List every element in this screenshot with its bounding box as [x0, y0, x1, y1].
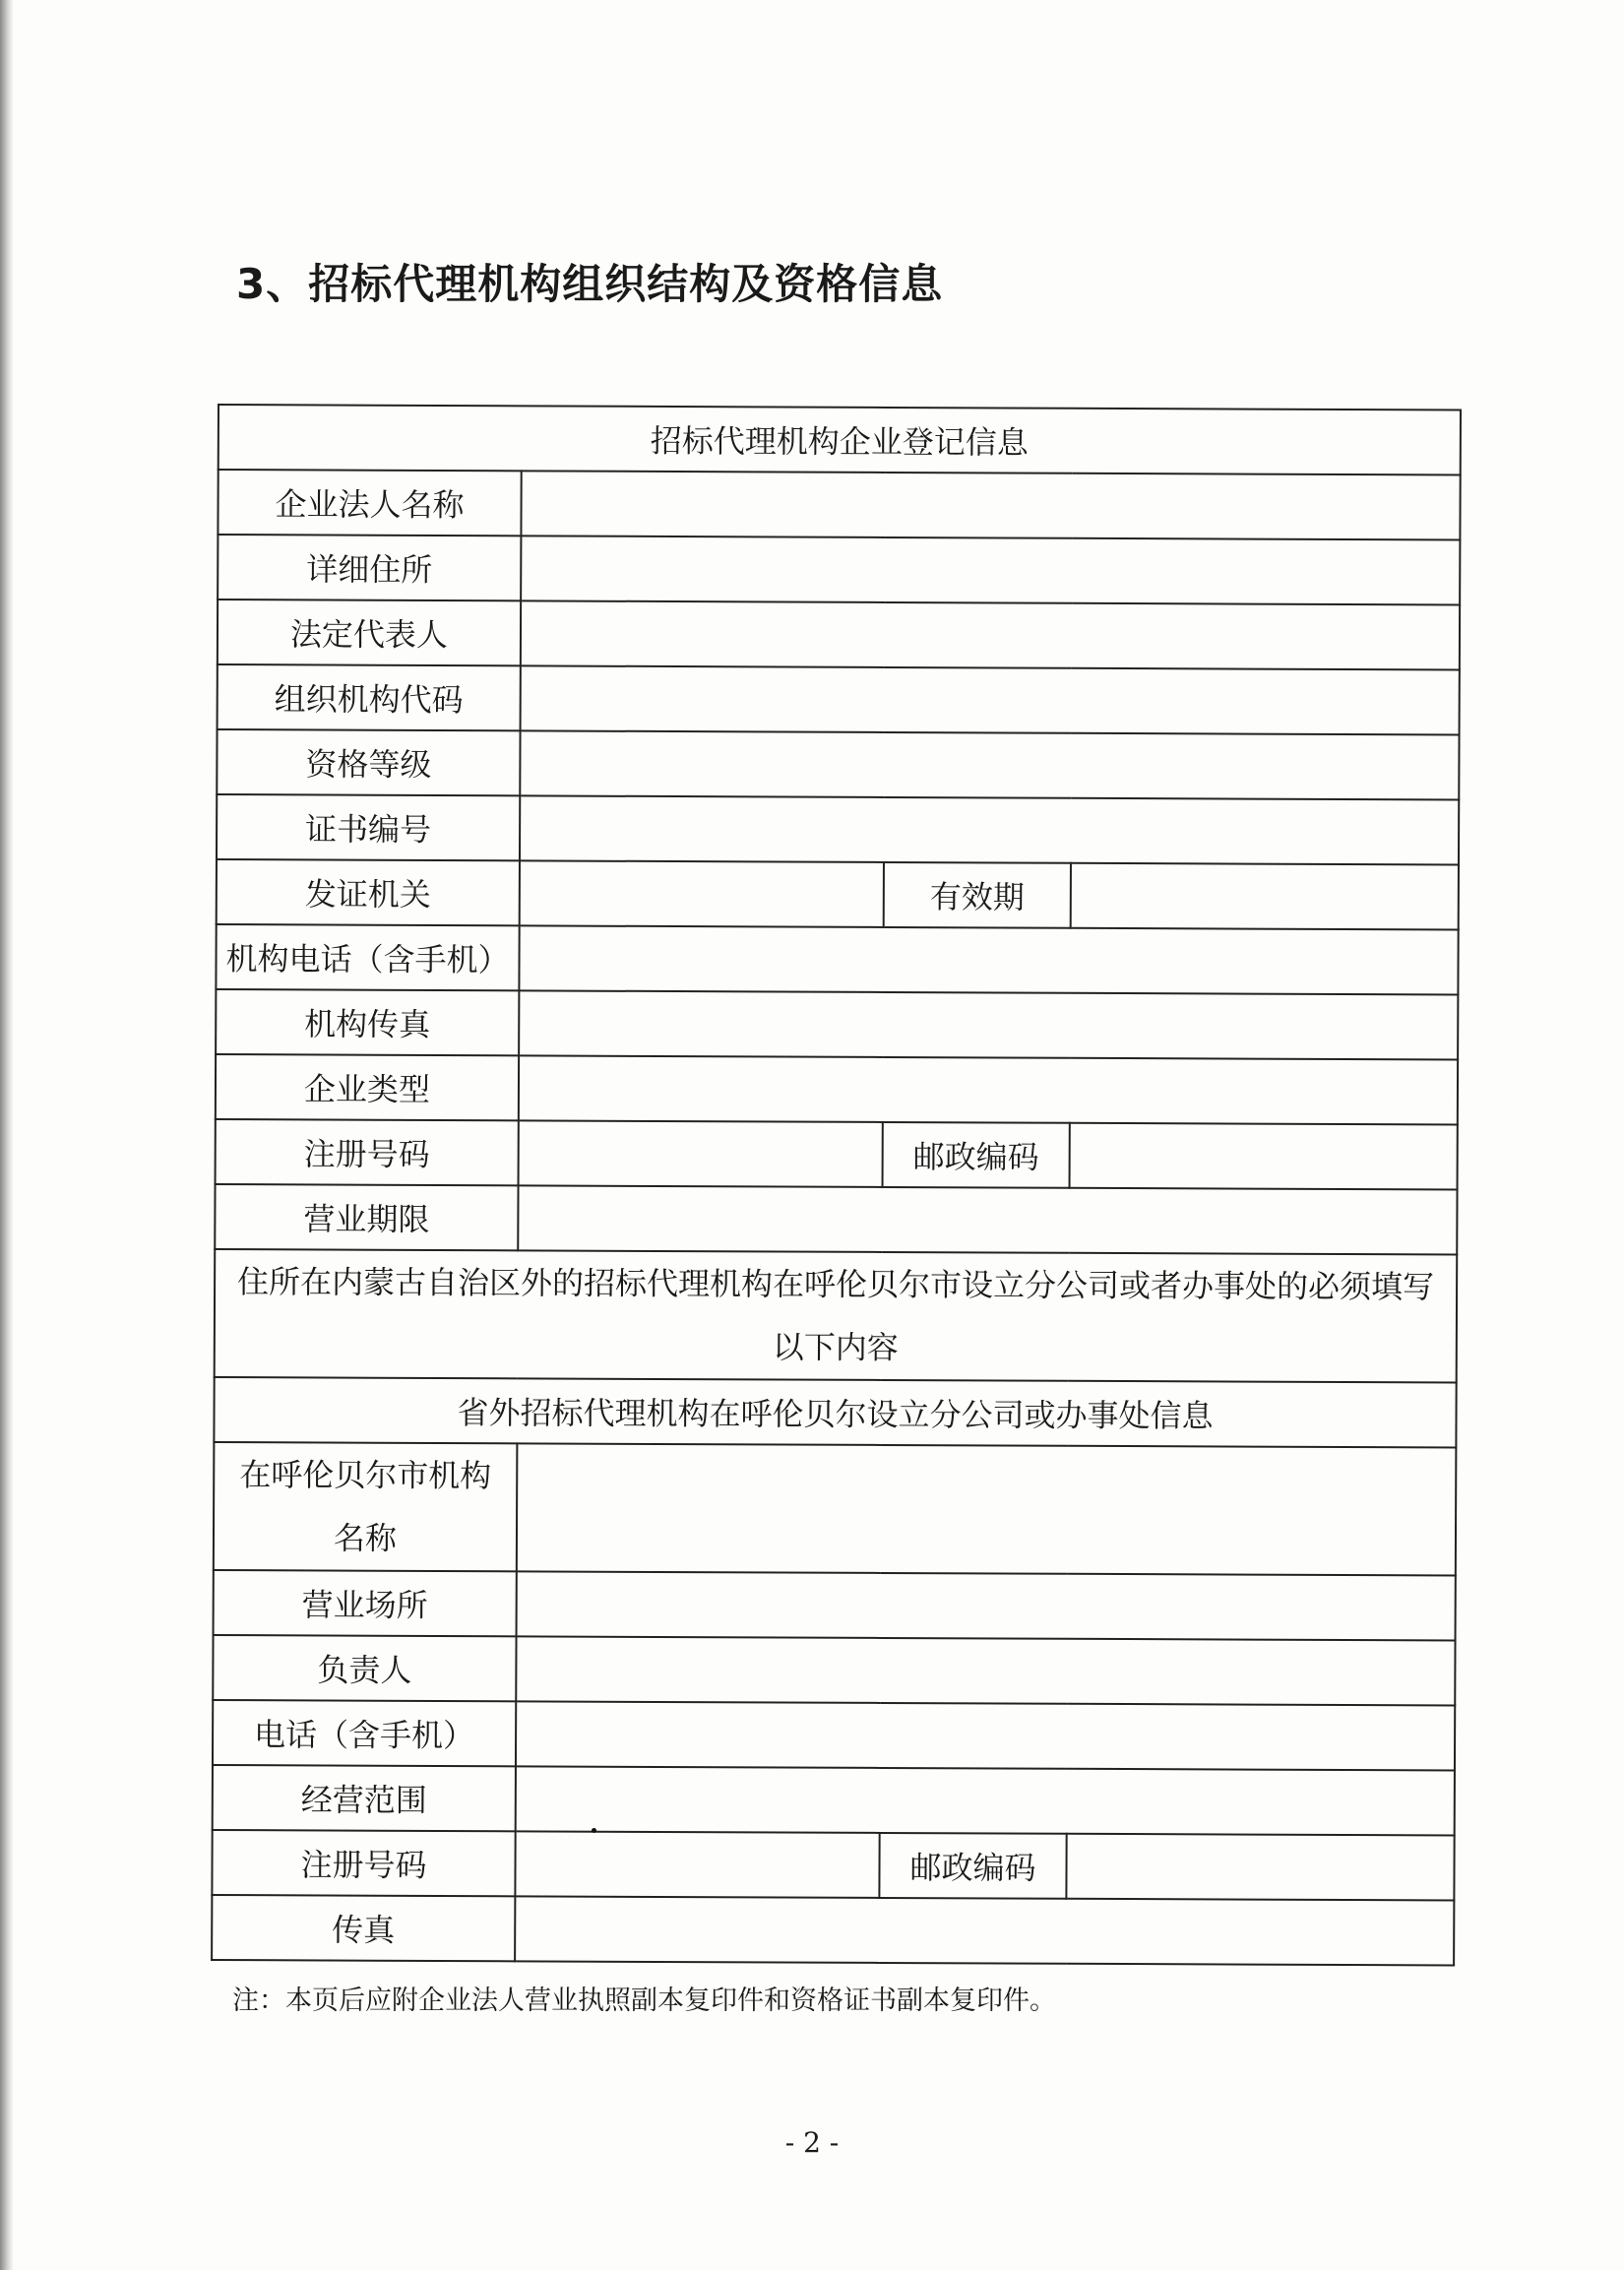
business-scope-field[interactable]: [516, 1766, 1455, 1835]
form-row: [215, 1184, 1457, 1255]
person-in-charge-field[interactable]: [516, 1636, 1455, 1705]
scan-edge-shadow: [0, 0, 14, 2270]
field-label: 机构传真: [216, 989, 519, 1055]
form-row: [213, 1700, 1455, 1771]
form-row: [218, 470, 1460, 540]
field-label: 法定代表人: [218, 599, 521, 665]
qualification-level-field[interactable]: [520, 730, 1459, 799]
out-of-region-notice: 住所在内蒙古自治区外的招标代理机构在呼伦贝尔市设立分公司或者办事处的必须填写以下内容: [215, 1249, 1458, 1383]
registration-form-table: [211, 404, 1462, 1967]
section2-title: 省外招标代理机构在呼伦贝尔设立分公司或办事处信息: [214, 1377, 1456, 1448]
form-row: [212, 1830, 1454, 1901]
branch-phone-field[interactable]: [516, 1701, 1455, 1770]
footnote: 注：本页后应附企业法人营业执照副本复印件和资格证书副本复印件。: [232, 1986, 1056, 2016]
page-heading: 3、招标代理机构组织结构及资格信息: [236, 260, 944, 308]
form-row: [217, 794, 1459, 865]
form-row: [212, 1895, 1454, 1966]
field-label: 机构电话（含手机）: [216, 924, 519, 990]
field-label: 负责人: [213, 1635, 516, 1701]
validity-period-field[interactable]: [1071, 863, 1459, 930]
form-row: [214, 1442, 1457, 1576]
phone-field[interactable]: [519, 925, 1458, 994]
form-row: [218, 664, 1460, 735]
form-row: [216, 924, 1458, 995]
form-row: [217, 729, 1459, 800]
field-label: 企业类型: [216, 1054, 519, 1120]
branch-registration-number-field[interactable]: [515, 1831, 879, 1898]
organization-code-field[interactable]: [521, 665, 1460, 734]
scan-speck: [592, 1828, 596, 1833]
address-field[interactable]: [521, 536, 1460, 604]
field-label: 邮政编码: [879, 1833, 1066, 1899]
legal-representative-field[interactable]: [521, 600, 1460, 669]
company-type-field[interactable]: [519, 1055, 1458, 1124]
field-label: 经营范围: [213, 1765, 516, 1831]
field-label: 营业场所: [214, 1570, 517, 1636]
section-header-row: [214, 1377, 1456, 1448]
form-row: [216, 1054, 1458, 1125]
form-row: [216, 989, 1458, 1060]
form-row: [218, 535, 1460, 605]
field-label: 传真: [212, 1895, 515, 1961]
field-label: 注册号码: [216, 1119, 519, 1185]
page-number: - 2 -: [784, 2126, 840, 2159]
field-label: 发证机关: [217, 859, 520, 925]
field-label: 有效期: [884, 862, 1071, 928]
field-label: 证书编号: [217, 794, 520, 860]
certificate-number-field[interactable]: [520, 795, 1459, 864]
field-label: 注册号码: [212, 1830, 515, 1896]
business-term-field[interactable]: [518, 1185, 1457, 1254]
fax-field[interactable]: [519, 990, 1458, 1059]
notice-row: [215, 1249, 1458, 1383]
form-row: [213, 1765, 1455, 1836]
branch-name-field[interactable]: [517, 1443, 1457, 1575]
issuing-authority-field[interactable]: [520, 860, 884, 927]
section1-title: 招标代理机构企业登记信息: [219, 405, 1461, 475]
form-row: [213, 1635, 1455, 1706]
form-row: [217, 859, 1459, 930]
section-header-row: [219, 405, 1461, 475]
business-premises-field[interactable]: [517, 1571, 1456, 1640]
field-label: 组织机构代码: [218, 664, 521, 730]
field-label: 企业法人名称: [218, 470, 521, 536]
company-legal-name-field[interactable]: [521, 471, 1460, 539]
form-row: [216, 1119, 1458, 1190]
branch-postcode-field[interactable]: [1066, 1834, 1454, 1901]
form-row: [218, 599, 1460, 670]
field-label: 在呼伦贝尔市机构名称: [214, 1442, 518, 1571]
field-label: 邮政编码: [883, 1122, 1070, 1188]
field-label: 营业期限: [215, 1184, 518, 1250]
field-label: 资格等级: [217, 729, 520, 795]
form-row: [214, 1570, 1456, 1641]
field-label: 详细住所: [218, 535, 521, 600]
postcode-field[interactable]: [1070, 1123, 1458, 1190]
registration-number-field[interactable]: [519, 1120, 883, 1187]
field-label: 电话（含手机）: [213, 1700, 516, 1766]
branch-fax-field[interactable]: [515, 1896, 1454, 1965]
